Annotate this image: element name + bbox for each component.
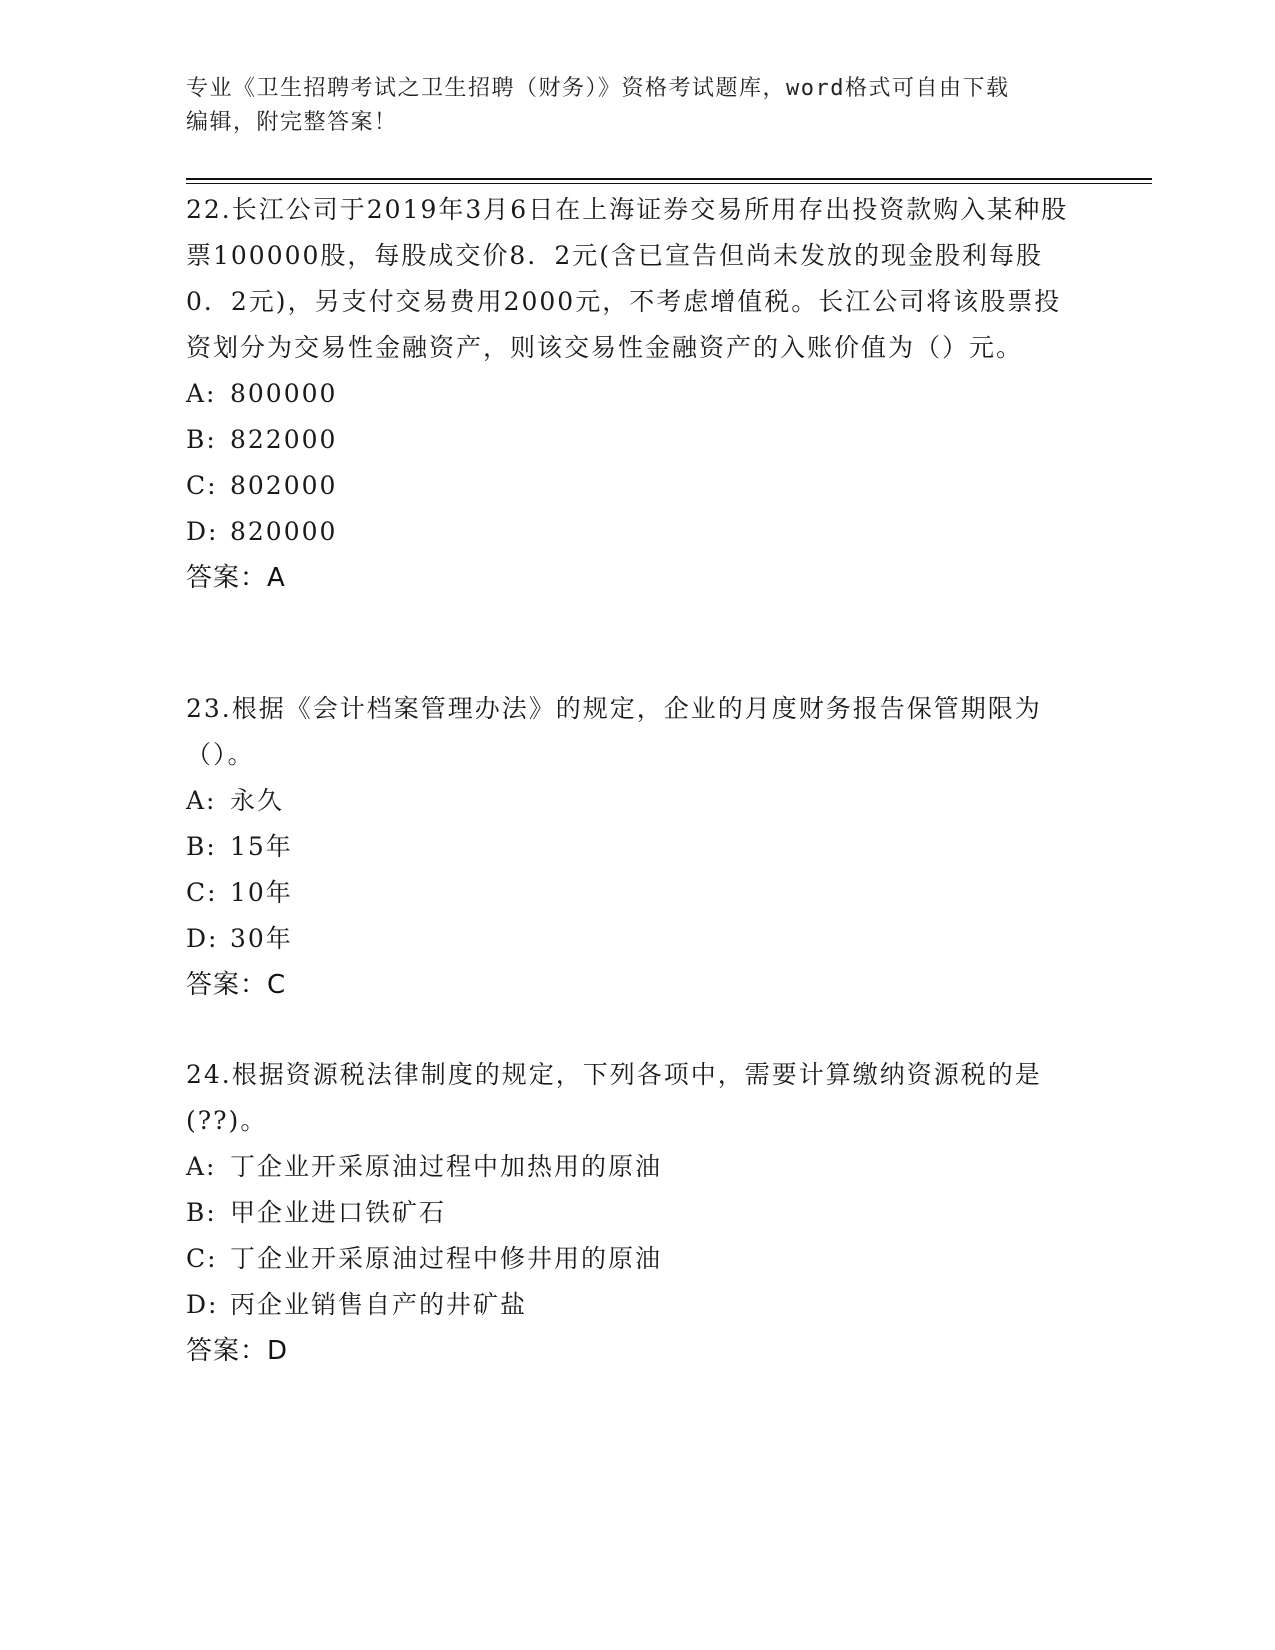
option-letter: A: (186, 379, 217, 408)
option-letter: C: (186, 471, 218, 500)
answer-line: 答案：D (186, 1336, 289, 1366)
question-23 (186, 686, 1076, 1008)
header-line-1: 专业《卫生招聘考试之卫生招聘（财务）》资格考试题库，word格式可自由下载 (186, 76, 1010, 101)
answer-line: 答案：A (186, 563, 286, 593)
option-text: 10年 (230, 878, 293, 907)
question-24 (186, 1052, 1076, 1374)
option-text: 甲企业进口铁矿石 (230, 1198, 447, 1227)
option-letter: D: (186, 924, 219, 953)
header-divider-thick (186, 178, 1152, 180)
option-text: 永久 (230, 786, 285, 815)
option-text: 802000 (230, 471, 338, 500)
option-d (186, 1282, 1076, 1328)
option-letter: D: (186, 517, 219, 546)
option-text: 丁企业开采原油过程中修井用的原油 (230, 1244, 663, 1273)
question-stem: 23.根据《会计档案管理办法》的规定，企业的月度财务报告保管期限为（）。 (186, 694, 1042, 769)
option-a (186, 371, 1076, 417)
option-text: 丁企业开采原油过程中加热用的原油 (230, 1152, 663, 1181)
option-text: 820000 (230, 517, 338, 546)
option-text: 15年 (230, 832, 293, 861)
header-line-2: 编辑，附完整答案！ (186, 110, 398, 135)
option-letter: B: (186, 425, 217, 454)
option-d (186, 916, 1076, 962)
option-text: 800000 (230, 379, 338, 408)
question-22 (186, 187, 1076, 601)
option-d (186, 509, 1076, 555)
option-b (186, 1190, 1076, 1236)
document-header (186, 72, 1066, 140)
option-b (186, 824, 1076, 870)
option-a (186, 1144, 1076, 1190)
question-stem: 24.根据资源税法律制度的规定，下列各项中，需要计算缴纳资源税的是(??)。 (186, 1060, 1042, 1135)
option-text: 822000 (230, 425, 338, 454)
option-c (186, 463, 1076, 509)
option-letter: C: (186, 1244, 218, 1273)
header-divider-thin (186, 183, 1152, 184)
option-letter: A: (186, 786, 217, 815)
option-c (186, 870, 1076, 916)
option-letter: D: (186, 1290, 219, 1319)
answer-line: 答案：C (186, 970, 287, 1000)
option-c (186, 1236, 1076, 1282)
option-b (186, 417, 1076, 463)
option-letter: B: (186, 1198, 217, 1227)
option-letter: C: (186, 878, 218, 907)
option-text: 丙企业销售自产的井矿盐 (230, 1290, 528, 1319)
option-text: 30年 (230, 924, 293, 953)
option-letter: A: (186, 1152, 217, 1181)
option-a (186, 778, 1076, 824)
option-letter: B: (186, 832, 217, 861)
question-stem: 22.长江公司于2019年3月6日在上海证券交易所用存出投资款购入某种股票100000股，每股成交价8．2元(含已宣告但尚未发放的现金股利每股0．2元)，另支付交易费用2000元，不考虑增值税。长江公司将该股票投资划分为交易性金融资产，则该交易性金融资产的入账价值为（）元。 (186, 195, 1069, 362)
